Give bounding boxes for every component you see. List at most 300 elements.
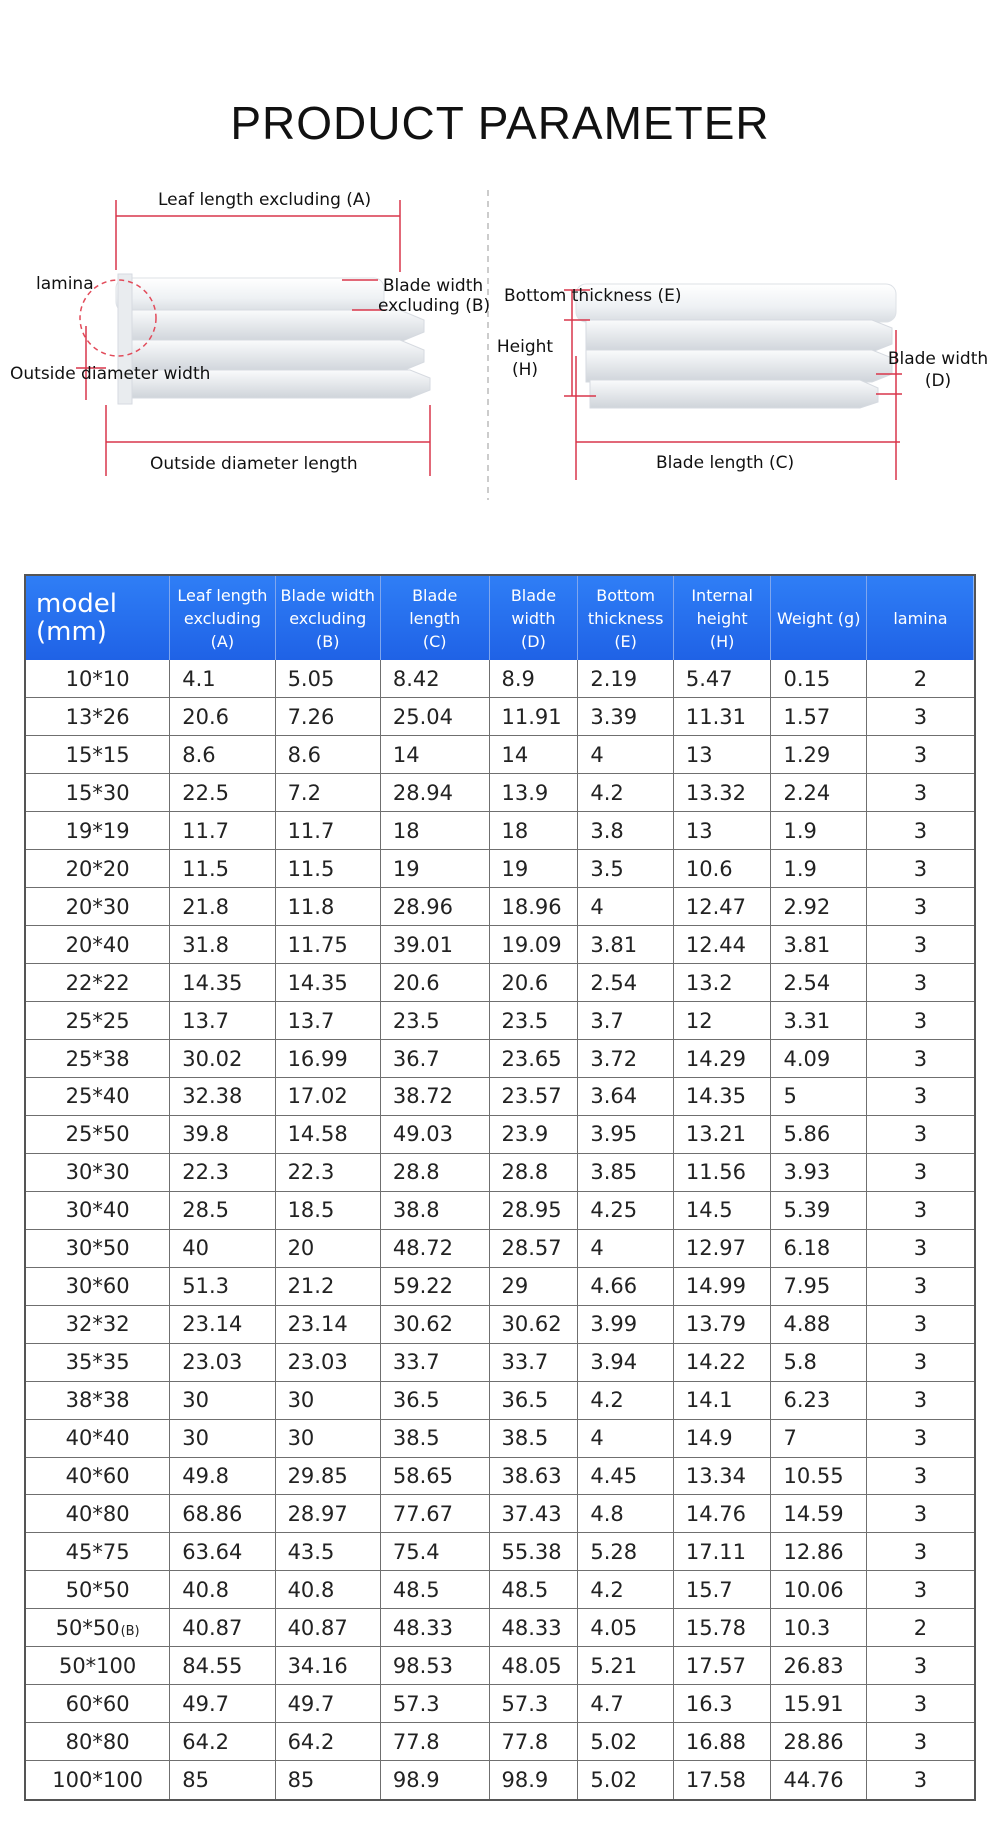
table-row: [26, 1571, 974, 1609]
table-row: [26, 1495, 974, 1533]
cell-bottom-thickness: 4: [578, 736, 673, 774]
cell-blade-length: 77.8: [380, 1723, 489, 1761]
cell-weight: 26.83: [771, 1647, 866, 1685]
cell-blade-length: 49.03: [380, 1115, 489, 1153]
cell-lamina: 3: [866, 850, 974, 888]
cell-internal-height: 16.88: [673, 1723, 771, 1761]
cell-blade-length: 58.65: [380, 1457, 489, 1495]
cell-blade-width-d: 38.5: [489, 1419, 578, 1457]
cell-blade-width-b: 43.5: [275, 1533, 380, 1571]
cell-internal-height: 15.7: [673, 1571, 771, 1609]
cell-bottom-thickness: 3.95: [578, 1115, 673, 1153]
cell-blade-width-b: 7.2: [275, 774, 380, 812]
cell-blade-width-b: 17.02: [275, 1077, 380, 1115]
table-row: [26, 1229, 974, 1267]
header-blade-width-d: Blade width (D): [489, 576, 578, 660]
cell-bottom-thickness: 4.2: [578, 1381, 673, 1419]
cell-leaf-length: 31.8: [170, 926, 275, 964]
cell-leaf-length: 22.3: [170, 1153, 275, 1191]
table-row: [26, 1419, 974, 1457]
cell-weight: 5.39: [771, 1191, 866, 1229]
cell-bottom-thickness: 3.72: [578, 1040, 673, 1078]
cell-bottom-thickness: 4.45: [578, 1457, 673, 1495]
cell-blade-width-d: 18.96: [489, 888, 578, 926]
cell-bottom-thickness: 2.19: [578, 660, 673, 698]
cell-model: 30*30: [26, 1153, 170, 1191]
cell-blade-width-b: 8.6: [275, 736, 380, 774]
cell-lamina: 3: [866, 812, 974, 850]
table-row: [26, 1153, 974, 1191]
cell-bottom-thickness: 2.54: [578, 964, 673, 1002]
header-blade-width-b: Blade width excluding (B): [275, 576, 380, 660]
cell-model: 40*60: [26, 1457, 170, 1495]
header-weight: Weight (g): [771, 576, 866, 660]
cell-blade-length: 38.72: [380, 1077, 489, 1115]
cell-model: 30*40: [26, 1191, 170, 1229]
table-row: [26, 660, 974, 698]
cell-weight: 7: [771, 1419, 866, 1457]
cell-blade-width-b: 23.14: [275, 1305, 380, 1343]
cell-leaf-length: 11.5: [170, 850, 275, 888]
cell-weight: 2.92: [771, 888, 866, 926]
cell-internal-height: 17.58: [673, 1761, 771, 1799]
cell-model: 30*50: [26, 1229, 170, 1267]
cell-lamina: 3: [866, 1723, 974, 1761]
cell-blade-width-b: 16.99: [275, 1040, 380, 1078]
cell-internal-height: 15.78: [673, 1609, 771, 1647]
table-row: [26, 1343, 974, 1381]
cell-blade-width-d: 23.65: [489, 1040, 578, 1078]
leaf-length-label: Leaf length excluding (A): [158, 190, 372, 210]
cell-internal-height: 17.57: [673, 1647, 771, 1685]
cell-blade-width-b: 21.2: [275, 1267, 380, 1305]
cell-internal-height: 17.11: [673, 1533, 771, 1571]
cell-model: 100*100: [26, 1761, 170, 1799]
cell-model: 38*38: [26, 1381, 170, 1419]
outside-diameter-width-label: Outside diameter width: [10, 364, 211, 384]
cell-blade-length: 30.62: [380, 1305, 489, 1343]
table-row: [26, 774, 974, 812]
cell-blade-length: 75.4: [380, 1533, 489, 1571]
cell-bottom-thickness: 5.28: [578, 1533, 673, 1571]
cell-bottom-thickness: 5.21: [578, 1647, 673, 1685]
cell-blade-length: 38.5: [380, 1419, 489, 1457]
cell-internal-height: 14.35: [673, 1077, 771, 1115]
cell-lamina: 3: [866, 1002, 974, 1040]
cell-bottom-thickness: 3.94: [578, 1343, 673, 1381]
cell-blade-width-b: 40.8: [275, 1571, 380, 1609]
cell-bottom-thickness: 4.7: [578, 1685, 673, 1723]
cell-blade-width-b: 30: [275, 1381, 380, 1419]
cell-model: 13*26: [26, 698, 170, 736]
parameter-table: [24, 574, 976, 1801]
cell-internal-height: 13.32: [673, 774, 771, 812]
table-row: [26, 698, 974, 736]
table-row: [26, 964, 974, 1002]
table-row: [26, 1267, 974, 1305]
cell-leaf-length: 63.64: [170, 1533, 275, 1571]
table-row: [26, 1533, 974, 1571]
cell-blade-length: 39.01: [380, 926, 489, 964]
cell-lamina: 3: [866, 1571, 974, 1609]
cell-weight: 0.15: [771, 660, 866, 698]
cell-blade-length: 38.8: [380, 1191, 489, 1229]
cell-lamina: 3: [866, 1115, 974, 1153]
cell-weight: 15.91: [771, 1685, 866, 1723]
cell-internal-height: 5.47: [673, 660, 771, 698]
cell-leaf-length: 68.86: [170, 1495, 275, 1533]
cell-blade-width-b: 40.87: [275, 1609, 380, 1647]
cell-lamina: 3: [866, 1381, 974, 1419]
header-internal-height: Internal height (H): [673, 576, 771, 660]
cell-model: 40*80: [26, 1495, 170, 1533]
cell-lamina: 3: [866, 1229, 974, 1267]
product-diagram: [0, 160, 1000, 520]
cell-leaf-length: 23.14: [170, 1305, 275, 1343]
cell-blade-width-d: 18: [489, 812, 578, 850]
cell-model: 50*50: [26, 1571, 170, 1609]
cell-lamina: 3: [866, 774, 974, 812]
cell-internal-height: 14.1: [673, 1381, 771, 1419]
cell-model: 20*40: [26, 926, 170, 964]
cell-blade-width-b: 29.85: [275, 1457, 380, 1495]
cell-blade-width-d: 20.6: [489, 964, 578, 1002]
cell-bottom-thickness: 4.66: [578, 1267, 673, 1305]
cell-model: 60*60: [26, 1685, 170, 1723]
cell-leaf-length: 40.8: [170, 1571, 275, 1609]
cell-model: 22*22: [26, 964, 170, 1002]
cell-leaf-length: 39.8: [170, 1115, 275, 1153]
cell-leaf-length: 40: [170, 1229, 275, 1267]
cell-lamina: 3: [913, 1768, 928, 1793]
cell-internal-height: 12.44: [673, 926, 771, 964]
table-row: [26, 1040, 974, 1078]
cell-internal-height: 14.99: [673, 1267, 771, 1305]
blade-length-label: Blade length (C): [656, 453, 795, 473]
cell-weight: 14.59: [771, 1495, 866, 1533]
cell-leaf-length: 32.38: [170, 1077, 275, 1115]
cell-blade-width-d: 14: [489, 736, 578, 774]
cell-internal-height: 14.9: [673, 1419, 771, 1457]
cell-lamina: 3: [866, 1040, 974, 1078]
cell-leaf-length: 49.8: [170, 1457, 275, 1495]
cell-blade-width-b: 11.8: [275, 888, 380, 926]
cell-bottom-thickness: 3.85: [578, 1153, 673, 1191]
cell-internal-height: 13: [673, 812, 771, 850]
cell-lamina: 3: [866, 1153, 974, 1191]
cell-blade-length: 48.5: [380, 1571, 489, 1609]
cell-model: 20*20: [26, 850, 170, 888]
cell-blade-width-b: 13.7: [275, 1002, 380, 1040]
table-row: [26, 1685, 974, 1723]
cell-blade-width-d: 37.43: [489, 1495, 578, 1533]
cell-weight: 28.86: [771, 1723, 866, 1761]
table-row: [26, 1761, 974, 1799]
cell-weight: 1.9: [771, 850, 866, 888]
table-row: [26, 1723, 974, 1761]
cell-blade-width-d: 98.9: [489, 1761, 578, 1799]
cell-blade-width-d: 57.3: [489, 1685, 578, 1723]
cell-blade-width-d: 48.33: [489, 1609, 578, 1647]
cell-blade-length: 57.3: [380, 1685, 489, 1723]
cell-model: 10*10: [26, 660, 170, 698]
cell-bottom-thickness: 3.5: [578, 850, 673, 888]
table-header-row: [26, 576, 974, 660]
cell-weight: 12.86: [771, 1533, 866, 1571]
cell-bottom-thickness: 3.8: [578, 812, 673, 850]
cell-blade-length: 25.04: [380, 698, 489, 736]
blade-width-b-label: Blade width excluding (B): [378, 276, 491, 316]
cell-blade-width-b: 28.97: [275, 1495, 380, 1533]
cell-internal-height: 12.97: [673, 1229, 771, 1267]
cell-internal-height: 11.31: [673, 698, 771, 736]
cell-bottom-thickness: 4.25: [578, 1191, 673, 1229]
cell-model: 40*40: [26, 1419, 170, 1457]
cell-model: 32*32: [26, 1305, 170, 1343]
cell-weight: 3.81: [771, 926, 866, 964]
cell-bottom-thickness: 3.7: [578, 1002, 673, 1040]
cell-internal-height: 16.3: [673, 1685, 771, 1723]
cell-weight: 3.93: [771, 1153, 866, 1191]
cell-lamina: 3: [866, 1685, 974, 1723]
cell-weight: 4.09: [771, 1040, 866, 1078]
cell-leaf-length: 40.87: [170, 1609, 275, 1647]
cell-bottom-thickness: 4: [578, 1419, 673, 1457]
cell-blade-width-b: 23.03: [275, 1343, 380, 1381]
cell-model: 15*30: [26, 774, 170, 812]
table-row: [26, 1647, 974, 1685]
cell-lamina: 3: [866, 964, 974, 1002]
cell-weight: 6.18: [771, 1229, 866, 1267]
cell-internal-height: 13.79: [673, 1305, 771, 1343]
cell-leaf-length: 14.35: [170, 964, 275, 1002]
table-row: [26, 1077, 974, 1115]
cell-model: 50*100: [26, 1647, 170, 1685]
cell-blade-width-b: 11.7: [275, 812, 380, 850]
cell-blade-width-d: 77.8: [489, 1723, 578, 1761]
cell-lamina: 3: [866, 1343, 974, 1381]
cell-weight: 6.23: [771, 1381, 866, 1419]
cell-blade-length: 59.22: [380, 1267, 489, 1305]
cell-bottom-thickness: 3.64: [578, 1077, 673, 1115]
cell-lamina: 3: [866, 926, 974, 964]
cell-blade-length: 98.9: [380, 1761, 489, 1799]
cell-blade-length: 36.7: [380, 1040, 489, 1078]
header-lamina: lamina: [893, 608, 948, 628]
cell-blade-length: 77.67: [380, 1495, 489, 1533]
cell-weight: 4.88: [771, 1305, 866, 1343]
cell-lamina: 3: [866, 1305, 974, 1343]
cell-blade-width-d: 30.62: [489, 1305, 578, 1343]
cell-blade-length: 28.94: [380, 774, 489, 812]
header-blade-length: Blade length (C): [380, 576, 489, 660]
cell-model: 15*15: [26, 736, 170, 774]
cell-bottom-thickness: 5.02: [578, 1723, 673, 1761]
cell-blade-width-b: 11.75: [275, 926, 380, 964]
cell-blade-width-b: 30: [275, 1419, 380, 1457]
cell-blade-length: 48.33: [380, 1609, 489, 1647]
outside-diameter-length-label: Outside diameter length: [150, 454, 358, 474]
cell-leaf-length: 85: [170, 1761, 275, 1799]
cell-leaf-length: 4.1: [170, 660, 275, 698]
cell-model: 80*80: [26, 1723, 170, 1761]
cell-model: 50*50(B): [26, 1609, 170, 1647]
cell-lamina: 3: [866, 698, 974, 736]
cell-leaf-length: 49.7: [170, 1685, 275, 1723]
cell-blade-width-d: 28.8: [489, 1153, 578, 1191]
cell-blade-width-b: 11.5: [275, 850, 380, 888]
cell-blade-width-d: 38.63: [489, 1457, 578, 1495]
cell-leaf-length: 20.6: [170, 698, 275, 736]
cell-blade-width-b: 34.16: [275, 1647, 380, 1685]
table-row: [26, 850, 974, 888]
bottom-thickness-label: Bottom thickness (E): [504, 286, 682, 306]
cell-leaf-length: 30: [170, 1419, 275, 1457]
cell-weight: 5.8: [771, 1343, 866, 1381]
page-title: PRODUCT PARAMETER: [230, 97, 770, 149]
cell-blade-width-d: 23.57: [489, 1077, 578, 1115]
cell-model: 20*30: [26, 888, 170, 926]
cell-blade-length: 8.42: [380, 660, 489, 698]
cell-internal-height: 13.21: [673, 1115, 771, 1153]
table-row: [26, 1002, 974, 1040]
cell-blade-width-d: 23.5: [489, 1002, 578, 1040]
cell-lamina: 3: [866, 1267, 974, 1305]
cell-blade-width-d: 48.5: [489, 1571, 578, 1609]
cell-lamina: 3: [866, 1419, 974, 1457]
header-leaf-length: Leaf length excluding (A): [170, 576, 275, 660]
cell-bottom-thickness: 3.99: [578, 1305, 673, 1343]
cell-blade-width-b: 20: [275, 1229, 380, 1267]
cell-leaf-length: 21.8: [170, 888, 275, 926]
cell-blade-width-d: 13.9: [489, 774, 578, 812]
cell-blade-width-d: 55.38: [489, 1533, 578, 1571]
cell-internal-height: 14.5: [673, 1191, 771, 1229]
cell-blade-width-d: 8.9: [489, 660, 578, 698]
cell-weight: 2.24: [771, 774, 866, 812]
cell-weight: 1.29: [771, 736, 866, 774]
table-row: [26, 1191, 974, 1229]
table-row: [26, 1457, 974, 1495]
cell-blade-length: 33.7: [380, 1343, 489, 1381]
cell-leaf-length: 51.3: [170, 1267, 275, 1305]
cell-internal-height: 12: [673, 1002, 771, 1040]
cell-lamina: 3: [866, 1495, 974, 1533]
cell-weight: 10.06: [771, 1571, 866, 1609]
cell-weight: 10.55: [771, 1457, 866, 1495]
cell-lamina: 3: [866, 1533, 974, 1571]
cell-blade-width-b: 22.3: [275, 1153, 380, 1191]
cell-leaf-length: 11.7: [170, 812, 275, 850]
cell-internal-height: 14.29: [673, 1040, 771, 1078]
cell-weight: 7.95: [771, 1267, 866, 1305]
cell-lamina: 3: [866, 888, 974, 926]
cell-blade-length: 14: [380, 736, 489, 774]
cell-model: 25*25: [26, 1002, 170, 1040]
cell-blade-width-b: 14.35: [275, 964, 380, 1002]
cell-blade-width-d: 29: [489, 1267, 578, 1305]
cell-bottom-thickness: 4.2: [578, 1571, 673, 1609]
table-row: [26, 1305, 974, 1343]
cell-blade-width-d: 48.05: [489, 1647, 578, 1685]
cell-weight: 5: [771, 1077, 866, 1115]
cell-leaf-length: 8.6: [170, 736, 275, 774]
cell-blade-length: 20.6: [380, 964, 489, 1002]
cell-bottom-thickness: 3.39: [578, 698, 673, 736]
table-row: [26, 1115, 974, 1153]
lamina-label: lamina: [36, 274, 94, 294]
cell-blade-width-d: 36.5: [489, 1381, 578, 1419]
cell-blade-length: 28.96: [380, 888, 489, 926]
cell-weight: 1.9: [771, 812, 866, 850]
blade-width-d-label: Blade width (D): [887, 349, 989, 391]
table-row: [26, 736, 974, 774]
cell-internal-height: 14.22: [673, 1343, 771, 1381]
cell-lamina: 2: [866, 660, 974, 698]
table-row: [26, 812, 974, 850]
cell-internal-height: 12.47: [673, 888, 771, 926]
cell-blade-length: 36.5: [380, 1381, 489, 1419]
cell-blade-width-b: 49.7: [275, 1685, 380, 1723]
header-model: model (mm): [26, 576, 170, 660]
cell-leaf-length: 30: [170, 1381, 275, 1419]
cell-lamina: 3: [866, 1191, 974, 1229]
table-row: [26, 888, 974, 926]
cell-model: 35*35: [26, 1343, 170, 1381]
cell-blade-width-b: 18.5: [275, 1191, 380, 1229]
cell-internal-height: 13.2: [673, 964, 771, 1002]
cell-blade-length: 19: [380, 850, 489, 888]
cell-blade-width-b: 7.26: [275, 698, 380, 736]
cell-leaf-length: 28.5: [170, 1191, 275, 1229]
header-bottom-thickness: Bottom thickness (E): [578, 576, 673, 660]
table-row: [26, 926, 974, 964]
cell-weight: 44.76: [771, 1761, 866, 1799]
cell-internal-height: 14.76: [673, 1495, 771, 1533]
cell-internal-height: 10.6: [673, 850, 771, 888]
cell-lamina: 3: [866, 1077, 974, 1115]
cell-lamina: 3: [866, 736, 974, 774]
cell-internal-height: 11.56: [673, 1153, 771, 1191]
height-label: Height (H): [496, 337, 554, 380]
cell-weight: 5.86: [771, 1115, 866, 1153]
cell-weight: 1.57: [771, 698, 866, 736]
cell-weight: 10.3: [771, 1609, 866, 1647]
cell-blade-length: 18: [380, 812, 489, 850]
cell-bottom-thickness: 4.05: [578, 1609, 673, 1647]
cell-leaf-length: 13.7: [170, 1002, 275, 1040]
cell-blade-width-d: 19.09: [489, 926, 578, 964]
cell-blade-width-d: 28.95: [489, 1191, 578, 1229]
cell-blade-length: 48.72: [380, 1229, 489, 1267]
cell-leaf-length: 23.03: [170, 1343, 275, 1381]
cell-lamina: 3: [866, 1457, 974, 1495]
cell-bottom-thickness: 4.2: [578, 774, 673, 812]
table-row: [26, 1381, 974, 1419]
cell-leaf-length: 22.5: [170, 774, 275, 812]
cell-blade-length: 23.5: [380, 1002, 489, 1040]
cell-blade-width-d: 33.7: [489, 1343, 578, 1381]
cell-blade-length: 98.53: [380, 1647, 489, 1685]
cell-model: 25*38: [26, 1040, 170, 1078]
cell-lamina: 2: [866, 1609, 974, 1647]
cell-blade-width-b: 14.58: [275, 1115, 380, 1153]
cell-blade-width-b: 5.05: [275, 660, 380, 698]
cell-weight: 3.31: [771, 1002, 866, 1040]
cell-blade-width-d: 23.9: [489, 1115, 578, 1153]
cell-bottom-thickness: 5.02: [578, 1761, 673, 1799]
cell-blade-length: 28.8: [380, 1153, 489, 1191]
